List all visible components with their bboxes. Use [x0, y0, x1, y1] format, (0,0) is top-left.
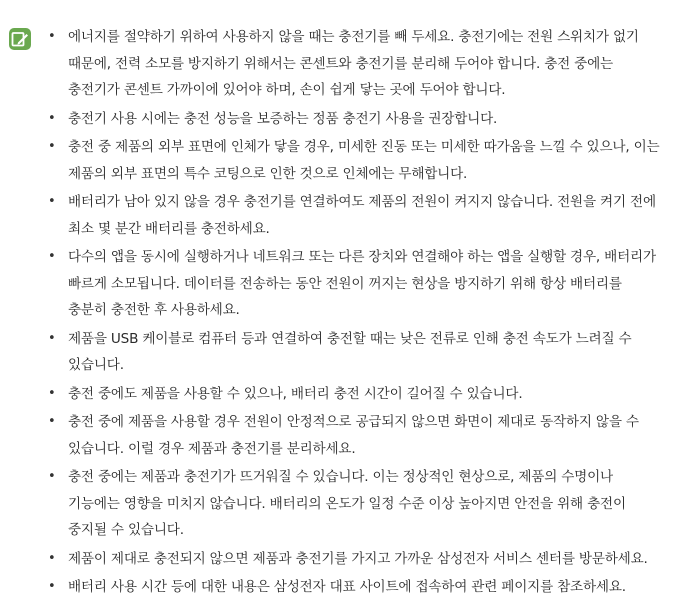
- list-item-text: 충전 중 제품의 외부 표면에 인체가 닿을 경우, 미세한 진동 또는 미세한 따가움을 느낄 수 있으나, 이는 제품의 외부 표면의 특수 코팅으로 인한 것으로 인체에는 무해합니다.: [68, 139, 660, 182]
- bullet-marker: •: [48, 330, 56, 346]
- list-item: [46, 381, 678, 408]
- bullet-marker: •: [48, 550, 56, 566]
- bullet-marker: •: [48, 579, 56, 594]
- list-item: [46, 106, 678, 133]
- list-item: [46, 464, 678, 544]
- list-item-text: 충전기 사용 시에는 충전 성능을 보증하는 정품 충전기 사용을 권장합니다.: [68, 110, 498, 127]
- list-item-text: 충전 중에는 제품과 충전기가 뜨거워질 수 있습니다. 이는 정상적인 현상으로, 제품의 수명이나 기능에는 영향을 미치지 않습니다. 배터리의 온도가 일정 수준 이상 높아지면 안전을 위해 충전이 중지될 수 있습니다.: [68, 469, 626, 538]
- list-item: [46, 574, 678, 601]
- bullet-marker: •: [48, 414, 56, 429]
- list-item-text: 충전 중에 제품을 사용할 경우 전원이 안정적으로 공급되지 않으면 화면이 제대로 동작하지 않을 수 있습니다. 이럴 경우 제품과 충전기를 분리하세요.: [68, 414, 639, 457]
- bullet-marker: •: [48, 194, 56, 209]
- list-item-text: 에너지를 절약하기 위하여 사용하지 않을 때는 충전기를 빼 두세요. 충전기에는 전원 스위치가 없기 때문에, 전력 소모를 방지하기 위해서는 콘센트와 충전기를 분리해 두어야 합니다. 충전 중에는 충전기가 콘센트 가까이에 있어야 하며, 손이 쉽게 닿는 곳에 두어야 합니다.: [68, 29, 639, 98]
- list-item: [46, 326, 678, 379]
- bullet-marker: •: [48, 249, 56, 264]
- list-item: [46, 409, 678, 462]
- list-item-text: 다수의 앱을 동시에 실행하거나 네트워크 또는 다른 장치와 연결해야 하는 앱을 실행할 경우, 배터리가 빠르게 소모됩니다. 데이터를 전송하는 동안 전원이 꺼지는 현상을 방지하기 위해 항상 배터리를 충분히 충전한 후 사용하세요.: [68, 249, 656, 318]
- bullet-marker: •: [48, 469, 56, 484]
- list-item-text: 배터리가 남아 있지 않을 경우 충전기를 연결하여도 제품의 전원이 켜지지 않습니다. 전원을 켜기 전에 최소 몇 분간 배터리를 충전하세요.: [68, 194, 656, 237]
- list-item: [46, 244, 678, 324]
- list-item-text: 충전 중에도 제품을 사용할 수 있으나, 배터리 충전 시간이 길어질 수 있습니다.: [68, 385, 523, 402]
- list-item: [46, 189, 678, 242]
- list-item-text: 배터리 사용 시간 등에 대한 내용은 삼성전자 대표 사이트에 접속하여 관련 페이지를 참조하세요.: [68, 579, 626, 595]
- list-item: [46, 134, 678, 187]
- bullet-marker: •: [48, 110, 56, 126]
- list-item: [46, 546, 678, 573]
- bullet-list: [46, 24, 678, 603]
- bullet-marker: •: [48, 385, 56, 401]
- list-item-text: 제품이 제대로 충전되지 않으면 제품과 충전기를 가지고 가까운 삼성전자 서비스 센터를 방문하세요.: [68, 550, 648, 567]
- bullet-marker: •: [48, 139, 56, 154]
- bullet-marker: •: [48, 29, 56, 44]
- list-item-text: 제품을 USB 케이블로 컴퓨터 등과 연결하여 충전할 때는 낮은 전류로 인해 충전 속도가 느려질 수 있습니다.: [68, 330, 632, 373]
- note-pencil-icon: [8, 27, 32, 51]
- list-item: [46, 24, 678, 104]
